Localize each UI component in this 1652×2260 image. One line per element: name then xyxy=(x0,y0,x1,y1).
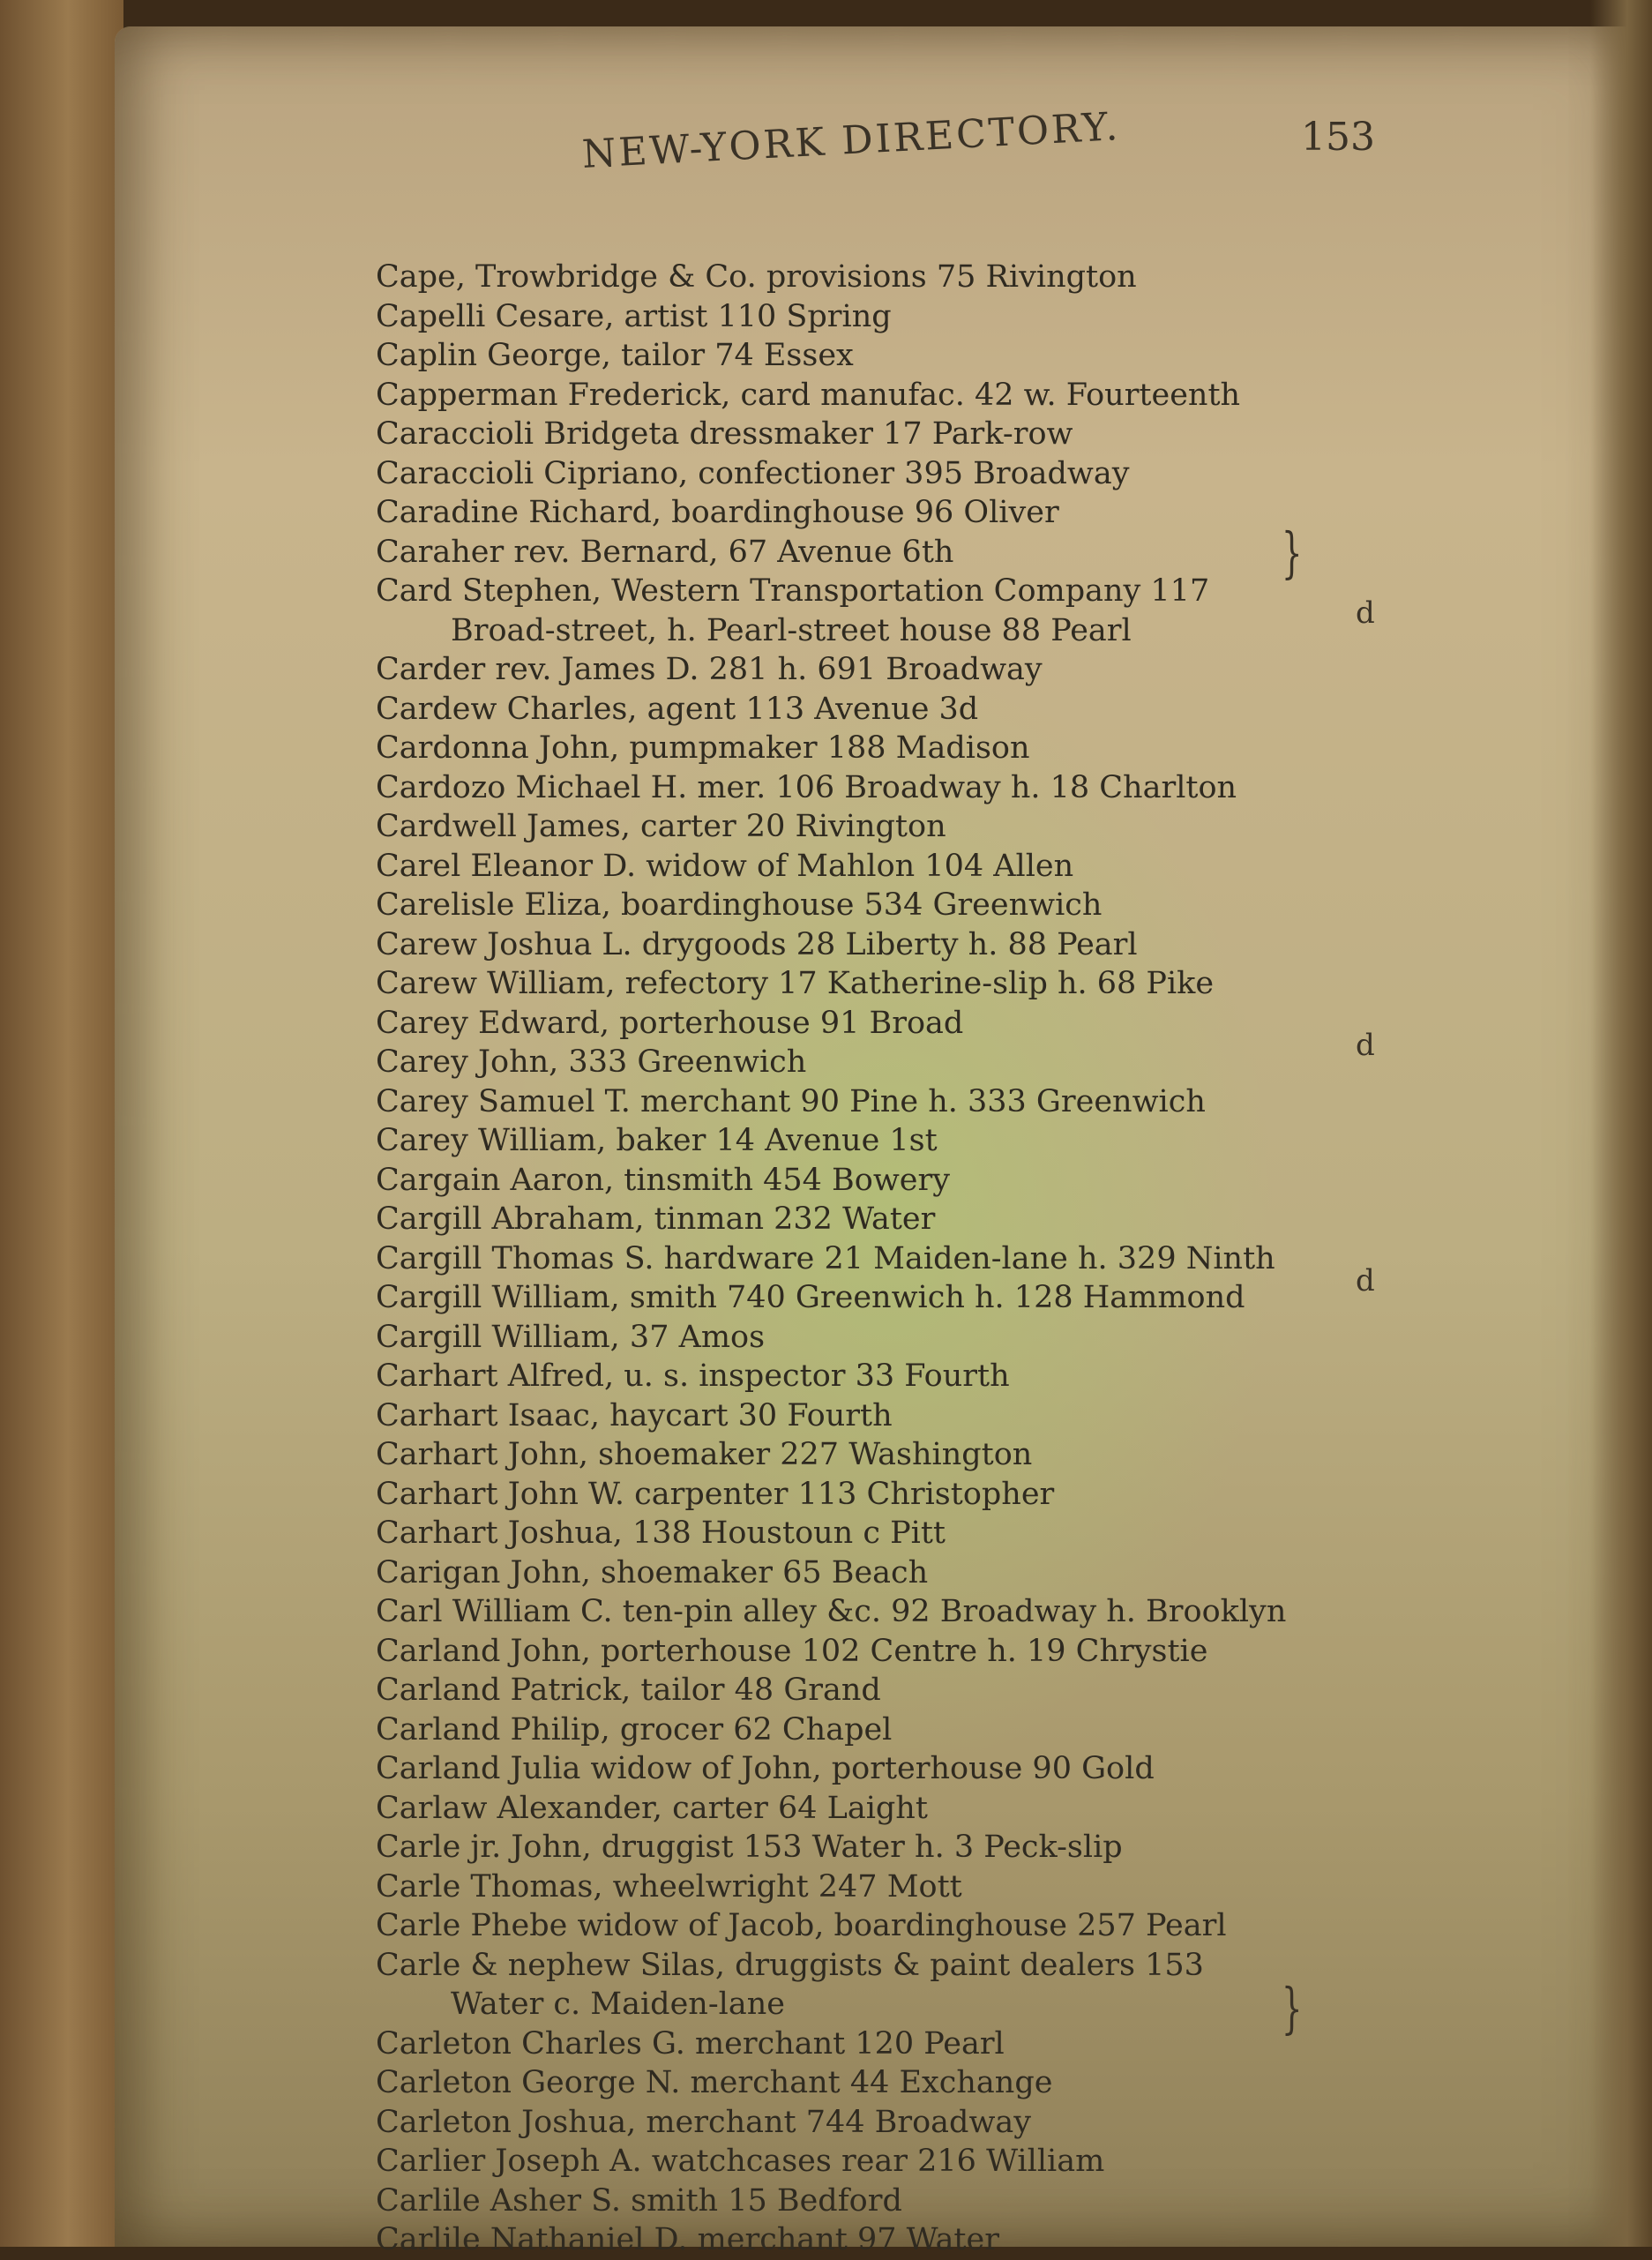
directory-entry: Carey William, baker 14 Avenue 1st xyxy=(376,1123,938,1158)
directory-entry: Caraccioli Bridgeta dressmaker 17 Park-row xyxy=(376,416,1073,452)
directory-entry: Carhart John, shoemaker 227 Washington xyxy=(376,1437,1033,1472)
directory-entry: Carew Joshua L. drygoods 28 Liberty h. 88 Pearl xyxy=(376,926,1138,962)
directory-entry: Carey Samuel T. merchant 90 Pine h. 333 Greenwich xyxy=(376,1083,1206,1119)
entry-brace: } xyxy=(1281,1976,1303,2040)
directory-entry: Carder rev. James D. 281 h. 691 Broadway xyxy=(376,652,1043,687)
directory-entry: Carl William C. ten-pin alley &c. 92 Broadway h. Brooklyn xyxy=(376,1594,1287,1629)
directory-entry: Carle Phebe widow of Jacob, boardinghouse 257 Pearl xyxy=(376,1908,1227,1943)
directory-entry: Carelisle Eliza, boardinghouse 534 Greenwich xyxy=(376,887,1103,923)
page-title: NEW-YORK DIRECTORY. xyxy=(580,104,1122,177)
facing-page-edge xyxy=(0,0,123,2247)
margin-mark: d xyxy=(1356,1263,1375,1298)
directory-entry: Carleton Charles G. merchant 120 Pearl xyxy=(376,2025,1005,2062)
directory-entry: Caradine Richard, boardinghouse 96 Oliver xyxy=(376,495,1059,530)
directory-entry: Carhart John W. carpenter 113 Christopher xyxy=(376,1476,1055,1512)
directory-entry: Cargain Aaron, tinsmith 454 Bowery xyxy=(376,1162,951,1198)
directory-entry: Cargill Abraham, tinman 232 Water xyxy=(376,1201,936,1237)
directory-entry: Carlile Asher S. smith 15 Bedford xyxy=(376,2182,902,2219)
directory-entry: Cardonna John, pumpmaker 188 Madison xyxy=(376,730,1030,766)
directory-entry: Carlier Joseph A. watchcases rear 216 William xyxy=(376,2144,1105,2179)
directory-entry: Cardwell James, carter 20 Rivington xyxy=(376,809,946,844)
directory-entry: Capelli Cesare, artist 110 Spring xyxy=(376,298,892,334)
directory-entry: Caplin George, tailor 74 Essex xyxy=(376,338,854,373)
directory-entry: Carigan John, shoemaker 65 Beach xyxy=(376,1554,929,1590)
directory-entry: Cargill Thomas S. hardware 21 Maiden-lane h. 329 Ninth xyxy=(376,1240,1275,1276)
directory-entry: Card Stephen, Western Transportation Company 117 xyxy=(376,573,1210,609)
directory-entry: Carhart Isaac, haycart 30 Fourth xyxy=(376,1397,893,1433)
directory-entry-continuation: Broad-street, h. Pearl-street house 88 Pearl xyxy=(451,612,1132,648)
directory-entry: Carland John, porterhouse 102 Centre h. 19 Chrystie xyxy=(376,1633,1208,1669)
directory-entry: Carhart Joshua, 138 Houstoun c Pitt xyxy=(376,1515,946,1551)
directory-entry: Carland Philip, grocer 62 Chapel xyxy=(376,1711,893,1747)
directory-entry: Carle jr. John, druggist 153 Water h. 3 Peck-slip xyxy=(376,1830,1123,1865)
page-fore-edge xyxy=(1590,0,1652,2247)
directory-entry: Cargill William, 37 Amos xyxy=(376,1319,766,1355)
directory-entry: Carleton Joshua, merchant 744 Broadway xyxy=(376,2104,1032,2140)
directory-entry: Carey John, 333 Greenwich xyxy=(376,1044,807,1080)
directory-entry: Carew William, refectory 17 Katherine-slip h. 68 Pike xyxy=(376,966,1215,1001)
directory-entry: Carel Eleanor D. widow of Mahlon 104 Allen xyxy=(376,848,1074,884)
directory-entry: Caraher rev. Bernard, 67 Avenue 6th xyxy=(376,534,954,570)
entry-brace: } xyxy=(1281,520,1303,585)
directory-entry: Carle Thomas, wheelwright 247 Mott xyxy=(376,1868,962,1905)
directory-entry: Carland Julia widow of John, porterhouse 90 Gold xyxy=(376,1751,1155,1786)
directory-entry: Carhart Alfred, u. s. inspector 33 Fourth xyxy=(376,1358,1010,1394)
directory-entry: Carle & nephew Silas, druggists & paint dealers 153 xyxy=(376,1947,1204,1983)
directory-entry: Carey Edward, porterhouse 91 Broad xyxy=(376,1005,964,1041)
directory-entry-continuation: Water c. Maiden-lane xyxy=(451,1987,785,2022)
directory-entry: Carlile Nathaniel D. merchant 97 Water xyxy=(376,2222,999,2257)
directory-entry: Cargill William, smith 740 Greenwich h. 128 Hammond xyxy=(376,1280,1245,1315)
directory-page xyxy=(115,26,1652,2257)
directory-entry: Cape, Trowbridge & Co. provisions 75 Rivington xyxy=(376,259,1137,295)
directory-entry: Cardew Charles, agent 113 Avenue 3d xyxy=(376,691,979,727)
directory-entry: Capperman Frederick, card manufac. 42 w. Fourteenth xyxy=(376,377,1241,413)
margin-mark: d xyxy=(1356,1028,1375,1063)
margin-mark: d xyxy=(1356,595,1375,631)
page-number: 153 xyxy=(1301,115,1375,160)
directory-entry: Cardozo Michael H. mer. 106 Broadway h. 18 Charlton xyxy=(376,769,1237,805)
directory-entry: Carland Patrick, tailor 48 Grand xyxy=(376,1673,881,1708)
directory-entry: Caraccioli Cipriano, confectioner 395 Broadway xyxy=(376,455,1130,491)
directory-entry: Carlaw Alexander, carter 64 Laight xyxy=(376,1790,928,1826)
directory-entry: Carleton George N. merchant 44 Exchange xyxy=(376,2065,1053,2100)
directory-entries xyxy=(376,258,1399,2260)
